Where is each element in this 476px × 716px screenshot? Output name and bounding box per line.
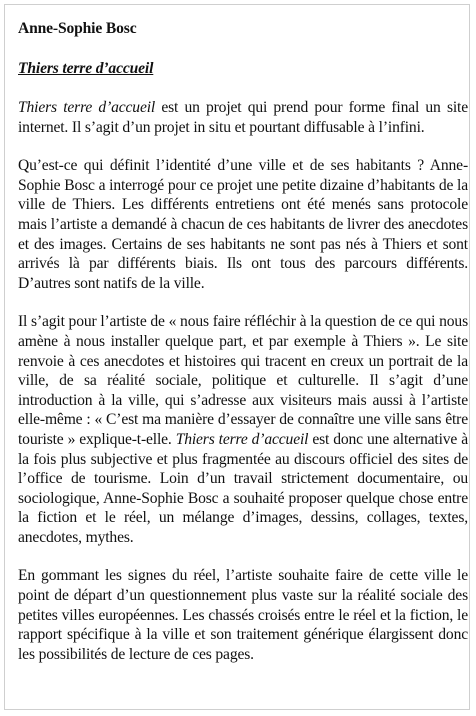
text-run: Thiers terre d’accueil bbox=[18, 99, 156, 116]
paragraph-3 bbox=[18, 312, 468, 547]
text-run: Qu’est-ce qui définit l’identité d’une ville et de ses habitants ? Anne-Sophie Bosc a interrogé pour ce projet une petite dizaine d’habitants de la ville de Thiers. Les différents entretiens ont été menés sans protocole mais l’artiste a demandé à chacun de ces habitants de livrer des anecdotes et des images. Certains de ses habitants ne sont pas nés à Thiers et sont arrivés là par différents biais. Ils ont tous des parcours différents. D’autres sont natifs de la ville. bbox=[18, 157, 468, 292]
document-body bbox=[18, 19, 468, 664]
text-run: est un projet qui prend pour forme final un site internet. Il s’agit d’un projet in situ et pourtant diffusable à l’infini. bbox=[18, 99, 468, 136]
document-title: Thiers terre d’accueil bbox=[18, 60, 154, 77]
document-page bbox=[4, 4, 470, 710]
paragraph-2 bbox=[18, 156, 468, 293]
text-run: En gommant les signes du réel, l’artiste souhaite faire de cette ville le point de départ d’un questionnement plus vaste sur la réalité sociale des petites villes européennes. Les chassés croisés entre le réel et la fiction, le rapport spécifique à la ville et son traitement générique élargissent donc les possibilités de lecture de ces pages. bbox=[18, 567, 468, 663]
text-run: Thiers terre d’accueil bbox=[175, 430, 309, 448]
text-run: Il s’agit pour l’artiste de « nous faire réfléchir à la question de ce qui nous amène à nous installer quelque part, et par exemple à Thiers ». Le site renvoie à ces anecdotes et histoires qui tracent en creux un portrait de la ville, de sa réalité sociale, politique et culturelle. Il s’agit d’une introduction à la ville, qui s’adresse aux visiteurs mais aussi à l’artiste elle-même : « C’est ma manière d’essayer de connaître une ville sans être touriste » explique-t-elle. bbox=[18, 313, 468, 448]
paragraph-1 bbox=[18, 98, 468, 137]
paragraph-4 bbox=[18, 566, 468, 664]
author-name: Anne-Sophie Bosc bbox=[18, 20, 137, 37]
text-run: est donc une alternative à la fois plus subjective et plus fragmentée au discours officiel des sites de l’office de tourisme. Loin d’un travail strictement documentaire, ou sociologique, Anne-Sophie Bosc a souhaité proposer quelque chose entre la fiction et le réel, un mélange d’images, dessins, collages, textes, anecdotes, mythes. bbox=[18, 430, 468, 546]
